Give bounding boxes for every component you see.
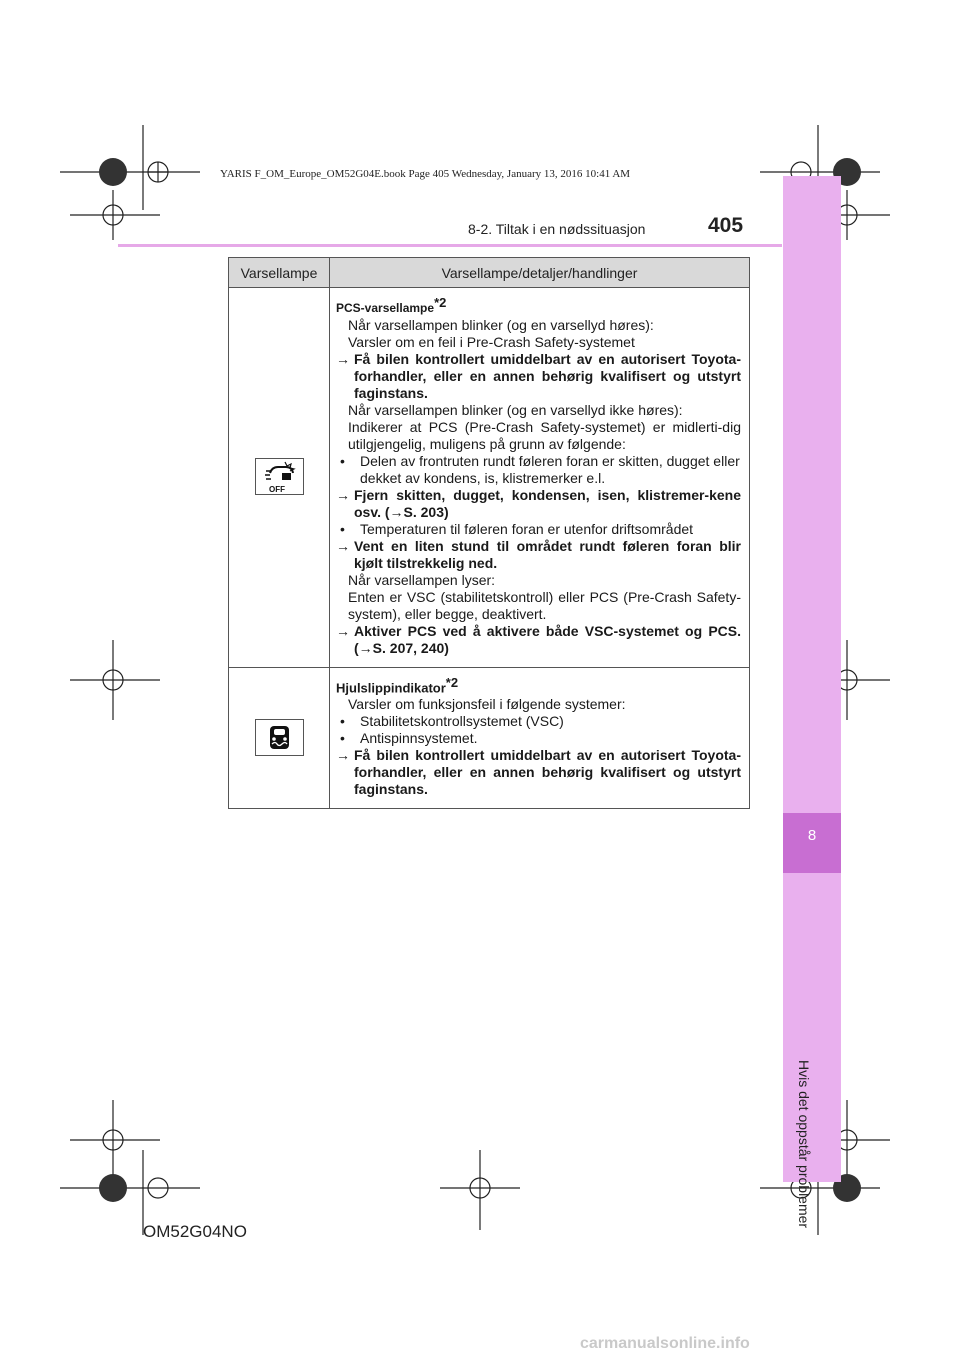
text-line: Når varsellampen lyser:: [348, 572, 496, 588]
table-header-row: [229, 258, 750, 288]
arrow-icon: →: [336, 623, 350, 639]
section-title: 8-2. Tiltak i en nødssituasjon: [468, 221, 646, 237]
text-line: Varsler om funksjonsfeil i følgende systemer:: [348, 696, 626, 713]
details-cell: [330, 288, 750, 668]
chapter-number: 8: [807, 827, 817, 844]
row-lines: [336, 317, 741, 657]
text-line: Når varsellampen blinker (og en varsellyd ikke høres):: [348, 402, 683, 418]
book-info-line: YARIS F_OM_Europe_OM52G04E.book Page 405 Wednesday, January 13, 2016 10:41 AM: [220, 168, 631, 180]
footer-code: OM52G04NO: [143, 1222, 247, 1241]
header-rule: [118, 244, 782, 247]
action-line: → Fjern skitten, dugget, kondensen, isen, klistremer-kene osv. (→S. 203): [336, 487, 741, 520]
bullet-item: • Antispinnsystemet.: [336, 730, 741, 747]
chapter-title: Hvis det oppstår problemer: [796, 1060, 812, 1229]
slip-indicator-icon: [255, 719, 304, 756]
details-cell: [330, 668, 750, 809]
chapter-side-band: [783, 176, 841, 1182]
bullet-item: • Stabilitetskontrollsystemet (VSC): [336, 713, 741, 730]
bullet-item: • Delen av frontruten rundt føleren foran er skitten, dugget eller dekket av kondens, is, klistremerker e.l.: [336, 453, 741, 487]
action-line: → Aktiver PCS ved å aktivere både VSC-systemet og PCS. (→S. 207, 240): [336, 623, 741, 656]
arrow-icon: →: [336, 351, 350, 367]
text-line: Indikerer at PCS (Pre-Crash Safety-systemet) er midlerti-dig utilgjengelig, muligens på grunn av følgende:: [348, 419, 741, 452]
page-number: 405: [708, 214, 744, 237]
bullet-item: • Temperaturen til føleren foran er utenfor driftsområdet: [336, 521, 741, 538]
row-lines: [336, 696, 741, 798]
warning-light-table: [228, 257, 750, 809]
arrow-icon: →: [336, 487, 350, 503]
text-line: Når varsellampen blinker (og en varsellyd høres):: [348, 317, 654, 333]
pcs-off-label: OFF: [268, 485, 285, 494]
arrow-icon: →: [336, 747, 350, 764]
table-row: [229, 668, 750, 809]
action-line: → Få bilen kontrollert umiddelbart av en autorisert Toyota-forhandler, eller en annen behørig kvalifisert og utstyrt faginstans.: [336, 747, 741, 798]
table-row: [229, 288, 750, 668]
text-line: Varsler om en feil i Pre-Crash Safety-systemet: [348, 334, 635, 350]
watermark: carmanualsonline.info: [580, 1335, 750, 1352]
row-title: Hjulslippindikator$^{*2}$: [336, 675, 459, 696]
pcs-warning-light-icon: [255, 458, 304, 495]
text-line: Enten er VSC (stabilitetskontroll) eller PCS (Pre-Crash Safety-system), eller begge, deaktivert.: [348, 589, 741, 622]
action-line: → Få bilen kontrollert umiddelbart av en autorisert Toyota-forhandler, eller en annen behørig kvalifisert og utstyrt faginstans.: [336, 351, 741, 401]
arrow-icon: →: [336, 538, 350, 554]
column-header-light: Varsellampe: [229, 258, 330, 288]
icon-cell: [229, 668, 330, 809]
icon-cell: [229, 288, 330, 668]
row-title: PCS-varsellampe$^{*2}$: [336, 295, 447, 315]
action-line: → Vent en liten stund til området rundt føleren foran blir kjølt tilstrekkelig ned.: [336, 538, 741, 571]
column-header-details: Varsellampe/detaljer/handlinger: [330, 258, 750, 288]
